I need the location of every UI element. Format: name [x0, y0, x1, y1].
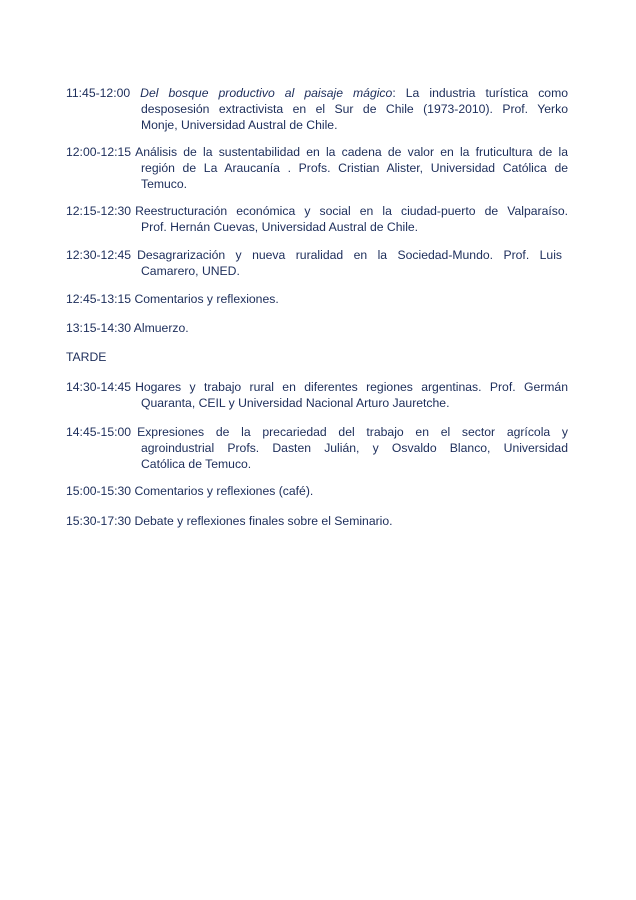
schedule-entry-1215	[66, 203, 568, 235]
talk-title-italic: Del bosque productivo al paisaje mágico	[140, 86, 393, 100]
schedule-entry-1200	[66, 144, 568, 192]
entry-continuation: Prof. Hernán Cuevas, Universidad Austral de Chile.	[141, 220, 419, 234]
entry-continuation: Temuco.	[141, 177, 188, 191]
schedule-entry-1230	[66, 247, 568, 279]
entry-continuation: Católica de Temuco.	[141, 457, 252, 471]
schedule-entry-1430	[66, 379, 568, 411]
entry-text: Análisis de la sustentabilidad en la cadena de valor en la fruticultura de la	[135, 145, 568, 159]
entry-time: 12:30-12:45	[66, 248, 132, 262]
entry-time: 11:45-12:00	[66, 86, 131, 100]
entry-continuation: Quaranta, CEIL y Universidad Nacional Arturo Jauretche.	[141, 396, 450, 410]
entry-text: Expresiones de la precariedad del trabajo en el sector agrícola y	[137, 425, 568, 439]
entry-text: Hogares y trabajo rural en diferentes regiones argentinas. Prof. Germán	[135, 380, 568, 394]
entry-time: 14:30-14:45	[66, 380, 132, 394]
entry-text: : La industria turística como	[392, 86, 568, 100]
schedule-entry-1530: 15:30-17:30 Debate y reflexiones finales sobre el Seminario.	[66, 514, 393, 528]
entry-time: 12:15-12:30	[66, 204, 132, 218]
schedule-entry-1145	[66, 85, 568, 133]
entry-continuation: región de La Araucanía . Profs. Cristian Alister, Universidad Católica de	[141, 161, 568, 175]
schedule-entry-1500: 15:00-15:30 Comentarios y reflexiones (café).	[66, 484, 314, 498]
entry-text: Reestructuración económica y social en la ciudad-puerto de Valparaíso.	[135, 204, 568, 218]
schedule-entry-1245: 12:45-13:15 Comentarios y reflexiones.	[66, 292, 279, 306]
entry-continuation: Camarero, UNED.	[141, 264, 240, 278]
entry-time: 12:00-12:15	[66, 145, 132, 159]
schedule-entry-1315: 13:15-14:30 Almuerzo.	[66, 321, 189, 335]
entry-continuation: agroindustrial Profs. Dasten Julián, y Osvaldo Blanco, Universidad	[141, 441, 568, 455]
section-heading-tarde: TARDE	[66, 350, 107, 364]
entry-continuation: desposesión extractivista en el Sur de Chile (1973-2010). Prof. Yerko	[141, 102, 568, 116]
entry-continuation: Monje, Universidad Austral de Chile.	[141, 118, 338, 132]
entry-text: Desagrarización y nueva ruralidad en la Sociedad-Mundo. Prof. Luis	[137, 248, 562, 262]
schedule-entry-1445	[66, 424, 568, 472]
entry-time: 14:45-15:00	[66, 425, 132, 439]
